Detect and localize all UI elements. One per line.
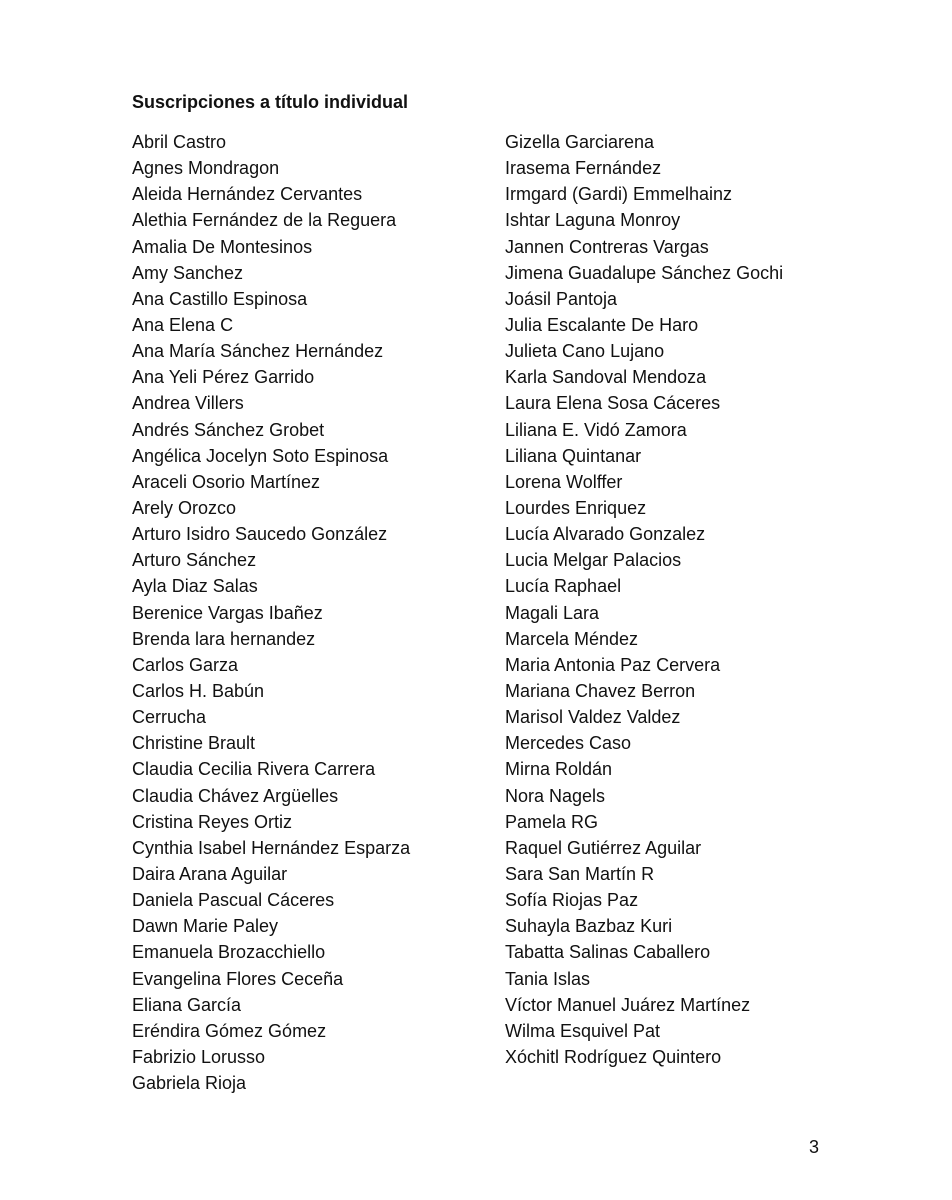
name-item: Julia Escalante De Haro [505, 314, 699, 335]
name-item: Tania Islas [505, 968, 591, 989]
name-item: Nora Nagels [505, 785, 606, 806]
name-item: Liliana E. Vidó Zamora [505, 419, 687, 440]
name-item: Víctor Manuel Juárez Martínez [505, 994, 751, 1015]
name-item: Lourdes Enriquez [505, 497, 647, 518]
name-item: Gizella Garciarena [505, 132, 655, 152]
name-item: Lucia Melgar Palacios [505, 550, 682, 571]
name-item: Marcela Méndez [505, 628, 639, 649]
name-item: Eliana García [132, 994, 242, 1015]
name-item: Alethia Fernández de la Reguera [132, 210, 397, 231]
name-item: Araceli Osorio Martínez [132, 471, 321, 492]
name-item: Arely Orozco [132, 497, 237, 518]
name-item: Gabriela Rioja [132, 1073, 247, 1094]
name-item: Carlos Garza [132, 654, 239, 675]
name-item: Daniela Pascual Cáceres [132, 890, 335, 911]
names-column-left [132, 129, 410, 1096]
name-item: Lucía Alvarado Gonzalez [505, 524, 706, 545]
names-column-right [505, 129, 783, 1070]
name-item: Maria Antonia Paz Cervera [505, 654, 721, 675]
name-item: Brenda lara hernandez [132, 628, 316, 649]
name-item: Jannen Contreras Vargas [505, 236, 709, 257]
name-item: Emanuela Brozacchiello [132, 942, 326, 963]
name-item: Irmgard (Gardi) Emmelhainz [505, 184, 733, 205]
name-item: Raquel Gutiérrez Aguilar [505, 837, 702, 858]
name-item: Ana Elena C [132, 314, 234, 335]
name-item: Claudia Cecilia Rivera Carrera [132, 759, 376, 780]
name-item: Claudia Chávez Argüelles [132, 785, 339, 806]
name-item: Andrés Sánchez Grobet [132, 419, 325, 440]
name-item: Cerrucha [132, 707, 207, 728]
name-item: Angélica Jocelyn Soto Espinosa [132, 445, 389, 466]
name-item: Eréndira Gómez Gómez [132, 1020, 327, 1041]
name-item: Daira Arana Aguilar [132, 863, 288, 884]
name-item: Julieta Cano Lujano [505, 341, 665, 362]
name-item: Fabrizio Lorusso [132, 1046, 266, 1067]
name-item: Lucía Raphael [505, 576, 622, 597]
name-item: Suhayla Bazbaz Kuri [505, 916, 673, 937]
name-item: Berenice Vargas Ibañez [132, 602, 323, 623]
page-number: 3 [809, 1137, 820, 1157]
name-item: Tabatta Salinas Caballero [505, 942, 711, 963]
name-item: Ishtar Laguna Monroy [505, 210, 681, 231]
name-item: Andrea Villers [132, 393, 244, 414]
name-item: Arturo Isidro Saucedo González [132, 524, 388, 545]
name-item: Evangelina Flores Ceceña [132, 968, 344, 989]
name-item: Wilma Esquivel Pat [505, 1020, 661, 1041]
name-item: Mirna Roldán [505, 759, 613, 780]
name-item: Carlos H. Babún [132, 680, 265, 701]
name-item: Magali Lara [505, 602, 600, 623]
name-item: Ayla Diaz Salas [132, 576, 258, 597]
name-item: Aleida Hernández Cervantes [132, 184, 363, 205]
name-item: Lorena Wolffer [505, 471, 623, 492]
name-item: Irasema Fernández [505, 158, 662, 179]
name-item: Amalia De Montesinos [132, 236, 313, 257]
name-item: Sara San Martín R [505, 863, 655, 884]
name-item: Christine Brault [132, 733, 256, 754]
name-item: Laura Elena Sosa Cáceres [505, 393, 721, 414]
name-item: Amy Sanchez [132, 262, 244, 283]
name-item: Pamela RG [505, 811, 599, 832]
name-item: Xóchitl Rodríguez Quintero [505, 1046, 722, 1067]
section-title: Suscripciones a título individual [132, 92, 409, 112]
name-item: Arturo Sánchez [132, 550, 257, 571]
name-item: Karla Sandoval Mendoza [505, 367, 707, 388]
name-item: Abril Castro [132, 132, 227, 152]
name-item: Ana María Sánchez Hernández [132, 341, 384, 362]
name-item: Cristina Reyes Ortiz [132, 811, 293, 832]
name-item: Cynthia Isabel Hernández Esparza [132, 837, 411, 858]
name-item: Ana Yeli Pérez Garrido [132, 367, 315, 388]
name-item: Mariana Chavez Berron [505, 680, 696, 701]
name-item: Sofía Riojas Paz [505, 890, 639, 911]
name-item: Ana Castillo Espinosa [132, 288, 308, 309]
name-item: Liliana Quintanar [505, 445, 642, 466]
name-item: Agnes Mondragon [132, 158, 280, 179]
name-item: Joásil Pantoja [505, 288, 618, 309]
name-item: Mercedes Caso [505, 733, 632, 754]
name-item: Jimena Guadalupe Sánchez Gochi [505, 262, 784, 283]
name-item: Dawn Marie Paley [132, 916, 279, 937]
name-item: Marisol Valdez Valdez [505, 707, 681, 728]
